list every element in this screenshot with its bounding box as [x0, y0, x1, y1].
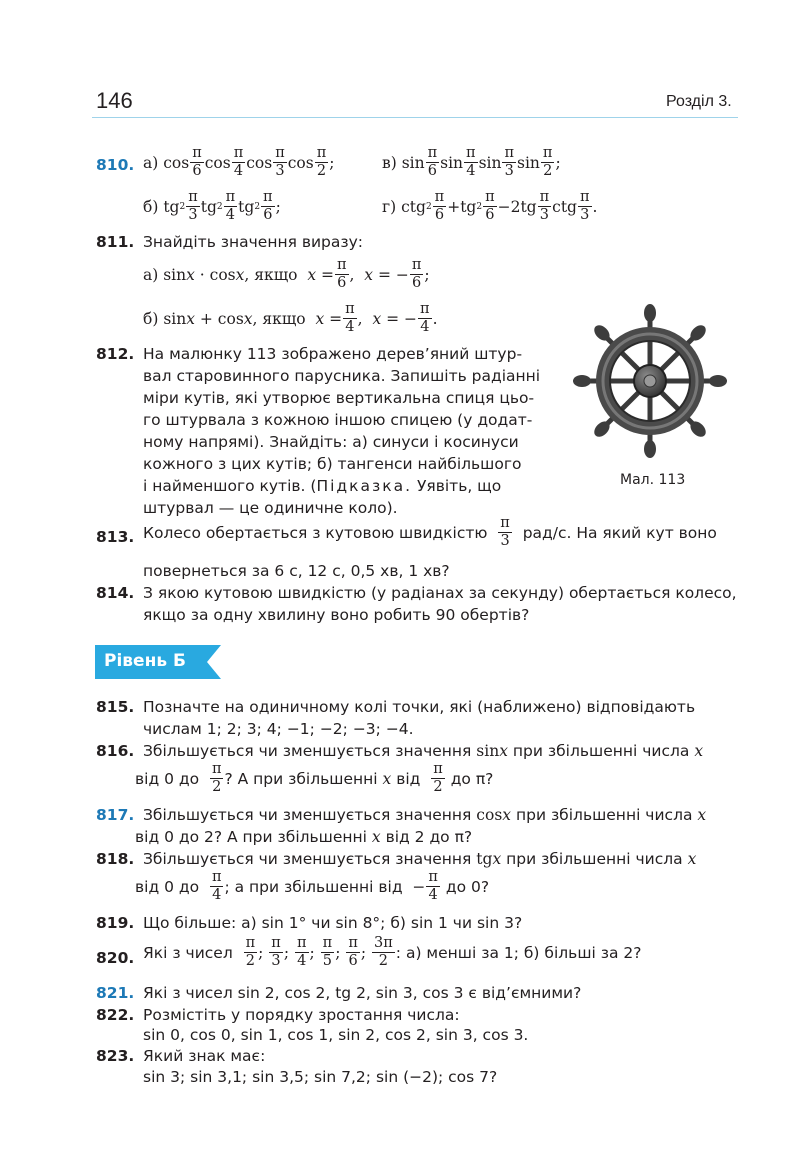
problem-817-line1: Збільшується чи зменшується значення cos x при збільшенні числа x — [143, 806, 707, 824]
text-part: від — [396, 769, 421, 788]
problem-822-line2: sin 0, cos 0, sin 1, cos 1, sin 2, cos 2, sin 3, cos 3. — [143, 1026, 529, 1044]
text-part: Збільшується чи зменшується значення — [143, 742, 472, 760]
problem-815-line2: числам 1; 2; 3; 4; −1; −2; −3; −4. — [143, 720, 414, 738]
text-part: від 0 до 2? А при збільшенні — [135, 828, 367, 846]
label-a: а) — [143, 265, 159, 284]
problem-816-line1: Збільшується чи зменшується значення sin x при збільшенні числа x — [143, 742, 704, 760]
problem-number-816: 816. — [96, 742, 135, 760]
text-part: до 0? — [445, 877, 490, 896]
text-part: Які з чисел — [143, 943, 233, 962]
problem-812-line: штурвал — це одиничне коло). — [143, 499, 398, 517]
text-part: Збільшується чи зменшується значення — [143, 850, 472, 868]
problem-810-b: б) tg 2 $\frac{\pi}{3}$ tg 2 $\frac{\pi}{4}$ tg 2 $\frac{\pi}{6}$ ; — [143, 189, 281, 224]
label-v: в) — [382, 153, 397, 172]
wheel-handle — [709, 375, 727, 387]
problem-812-line: го штурвала з кожною іншою спицею (у додат- — [143, 411, 533, 429]
wheel-handle — [644, 440, 656, 458]
problem-number-823: 823. — [96, 1047, 135, 1065]
text-part: Збільшується чи зменшується значення — [143, 806, 472, 824]
condition-word: якщо — [262, 309, 306, 328]
problem-814-line2: якщо за одну хвилину воно робить 90 обертів? — [143, 606, 530, 624]
problem-816-line2: від 0 до $\frac{\pi}{2}$ ? А при збільшенні x від $\frac{\pi}{2}$ до π? — [135, 761, 494, 796]
text-part: Колесо обертається з кутовою швидкістю — [143, 523, 488, 542]
problem-814-line1: З якою кутовою швидкістю (у радіанах за секунду) обертається колесо, — [143, 584, 737, 602]
problem-819-text: Що більше: а) sin 1° чи sin 8°; б) sin 1 чи sin 3? — [143, 914, 523, 932]
text-part: ? А при збільшенні — [224, 769, 378, 788]
problem-810-a: а) cos $\frac{\pi}{6}$ cos $\frac{\pi}{4}$ cos $\frac{\pi}{3}$ cos $\frac{\pi}{2}$ ; — [143, 145, 335, 180]
problem-812-line: міри кутів, які утворює вертикальна спиця цьо- — [143, 389, 535, 407]
header-rule — [92, 117, 738, 118]
problem-822-line1: Розмістіть у порядку зростання числа: — [143, 1006, 460, 1024]
problem-811-text: Знайдіть значення виразу: — [143, 233, 364, 251]
problem-810-v: в) sin $\frac{\pi}{6}$ sin $\frac{\pi}{4}$ sin $\frac{\pi}{3}$ sin $\frac{\pi}{2}$ ; — [382, 145, 561, 180]
text-part: при збільшенні числа — [506, 850, 683, 868]
problem-820-line: Які з чисел $\frac{\pi}{2}$ ; $\frac{\pi}{3}$ ; $\frac{\pi}{4}$ ; $\frac{\pi}{5}$ ; $\frac{\pi}{6}$ ; $\frac{3\pi}{2}$ : а) менші за 1; б) більші за 2? — [143, 935, 642, 970]
label-b: б) — [143, 309, 159, 328]
text-part: при збільшенні числа — [515, 806, 693, 824]
wheel-handle — [573, 375, 591, 387]
label-b: б) — [143, 197, 159, 216]
problem-823-line1: Який знак має: — [143, 1047, 266, 1065]
hint-word: Підказка. — [316, 477, 413, 495]
text-part: ; а при збільшенні від — [224, 877, 403, 896]
problem-number-820: 820. — [96, 949, 135, 967]
problem-number-810: 810. — [96, 156, 135, 174]
problem-number-819: 819. — [96, 914, 135, 932]
text-part: до π? — [450, 769, 494, 788]
problem-810-g: г) ctg 2 $\frac{\pi}{6}$ +tg 2 $\frac{\pi}{6}$ −2tg $\frac{\pi}{3}$ ctg $\frac{\pi}{3}$ . — [382, 189, 598, 224]
text-part: : а) менші за 1; б) більші за 2? — [395, 943, 642, 962]
figure-caption: Мал. 113 — [620, 472, 686, 488]
problem-number-811: 811. — [96, 233, 135, 251]
problem-number-817: 817. — [96, 806, 135, 824]
label-a: а) — [143, 153, 159, 172]
text-part: від 2 до π? — [385, 828, 473, 846]
hint-rest: Уявіть, що — [416, 477, 502, 495]
problem-number-818: 818. — [96, 850, 135, 868]
problem-number-815: 815. — [96, 698, 135, 716]
problem-813-line1: Колесо обертається з кутовою швидкістю $\frac{\pi}{3}$ рад/с. На який кут воно — [143, 515, 717, 550]
problem-811-b: б) sin x + cos x , якщо x = $\frac{\pi}{4}$ , x = − $\frac{\pi}{4}$ . — [143, 301, 438, 336]
condition-word: якщо — [254, 265, 298, 284]
section-title: Розділ 3. — [666, 93, 732, 110]
problem-818-line2: від 0 до $\frac{\pi}{4}$ ; а при збільшенні від − $\frac{\pi}{4}$ до 0? — [135, 869, 490, 904]
problem-number-813: 813. — [96, 528, 135, 546]
problem-811-a: а) sin x · cos x , якщо x = $\frac{\pi}{6}$ , x = − $\frac{\pi}{6}$ ; — [143, 257, 430, 292]
page-number: 146 — [96, 88, 133, 113]
wheel-handle — [644, 304, 656, 322]
problem-815-line1: Позначте на одиничному колі точки, які (наближено) відповідають — [143, 698, 696, 716]
problem-number-812: 812. — [96, 345, 135, 363]
problem-818-line1: Збільшується чи зменшується значення tg x при збільшенні числа x — [143, 850, 697, 868]
problem-812-line: На малюнку 113 зображено дерев’яний штур- — [143, 345, 523, 363]
problem-812-line: вал старовинного парусника. Запишіть радіанні — [143, 367, 541, 385]
text-part: від 0 до — [135, 877, 200, 896]
ship-wheel-icon — [572, 303, 728, 459]
text-part: від 0 до — [135, 769, 200, 788]
problem-812-line: ному напрямі). Знайдіть: а) синуси і косинуси — [143, 433, 519, 451]
text-part: рад/с. На який кут воно — [522, 523, 717, 542]
problem-813-line2: повернеться за 6 с, 12 с, 0,5 хв, 1 хв? — [143, 562, 450, 580]
line-start: і найменшого кутів. ( — [143, 477, 317, 495]
problem-812-line: кожного з цих кутів; б) тангенси найбільшого — [143, 455, 522, 473]
problem-823-line2: sin 3; sin 3,1; sin 3,5; sin 7,2; sin (−2); cos 7? — [143, 1068, 498, 1086]
problem-821-text: Які з чисел sin 2, cos 2, tg 2, sin 3, cos 3 є від’ємними? — [143, 984, 582, 1002]
problem-number-822: 822. — [96, 1006, 135, 1024]
problem-number-814: 814. — [96, 584, 135, 602]
problem-812-line — [143, 477, 501, 495]
level-banner-text: Рівень Б — [104, 651, 186, 671]
problem-number-821: 821. — [96, 984, 135, 1002]
label-g: г) — [382, 197, 397, 216]
problem-817-line2: від 0 до 2? А при збільшенні x від 2 до π? — [135, 828, 473, 846]
text-part: при збільшенні числа — [512, 742, 690, 760]
